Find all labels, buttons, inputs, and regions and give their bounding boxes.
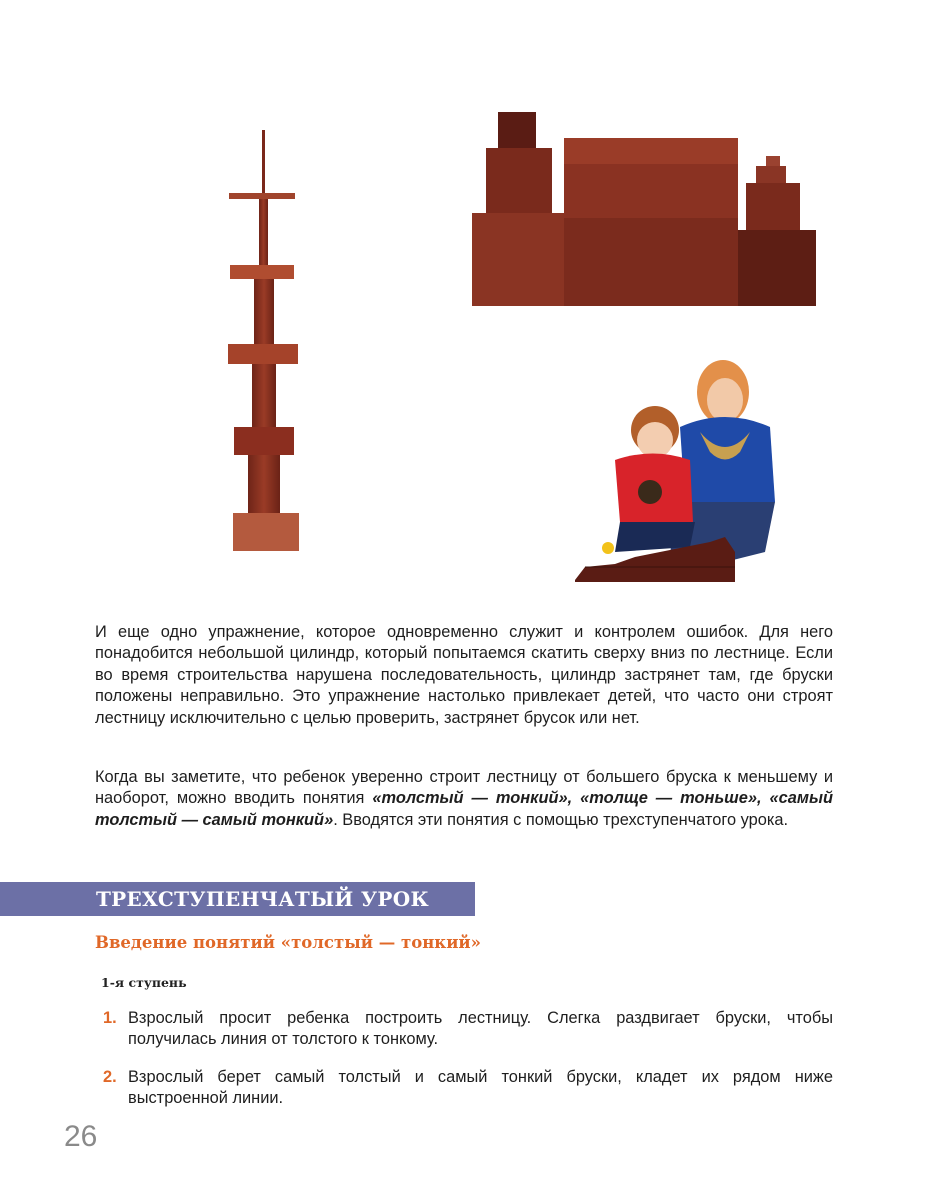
- list-item: [103, 1008, 833, 1051]
- section-banner: ТРЕХСТУПЕНЧАТЫЙ УРОК: [0, 882, 475, 916]
- paragraph-cylinder-exercise: И еще одно упражнение, которое одновременно служит и контролем ошибок. Для него понадобится небольшой цилиндр, который попытаемся скатить сверху вниз по лестнице. Если во время строительства нарушена последовательность, цилиндр застрянет там, где бруски положены неправильно. Это упражнение настолько привлекает детей, что часто они строят лестницу исключительно с целью проверить, застрянет брусок или нет.: [95, 623, 833, 727]
- list-item: [103, 1067, 833, 1110]
- list-item-text: Взрослый берет самый толстый и самый тонкий бруски, кладет их рядом ниже выстроенной линии.: [128, 1068, 833, 1108]
- stacked-boxes-image: [468, 108, 820, 308]
- list-item-number: 1.: [103, 1009, 117, 1027]
- subheading: Введение понятий «толстый — тонкий»: [95, 933, 481, 952]
- paragraph-introducing-concepts: [95, 767, 833, 831]
- paragraph-2-start: Когда вы заметите, что ребенок уверенно строит лестницу от большего бруска к меньшему и наоборот, можно вводить понятия: [95, 768, 833, 808]
- step-label: 1-я ступень: [101, 975, 187, 990]
- list-item-number: 2.: [103, 1068, 117, 1086]
- paragraph-2-bold-terms: «толстый — тонкий», «толще — тоньше», «самый толстый — самый тонкий»: [95, 789, 833, 829]
- paragraph-2-end: . Вводятся эти понятия с помощью трехступенчатого урока.: [333, 810, 789, 829]
- mother-child-photo: [575, 352, 785, 586]
- tower-of-bars-image: [220, 125, 310, 555]
- page-number: 26: [64, 1120, 98, 1153]
- list-item-text: Взрослый просит ребенка построить лестницу. Слегка раздвигает бруски, чтобы получилась линия от толстого к тонкому.: [128, 1009, 833, 1049]
